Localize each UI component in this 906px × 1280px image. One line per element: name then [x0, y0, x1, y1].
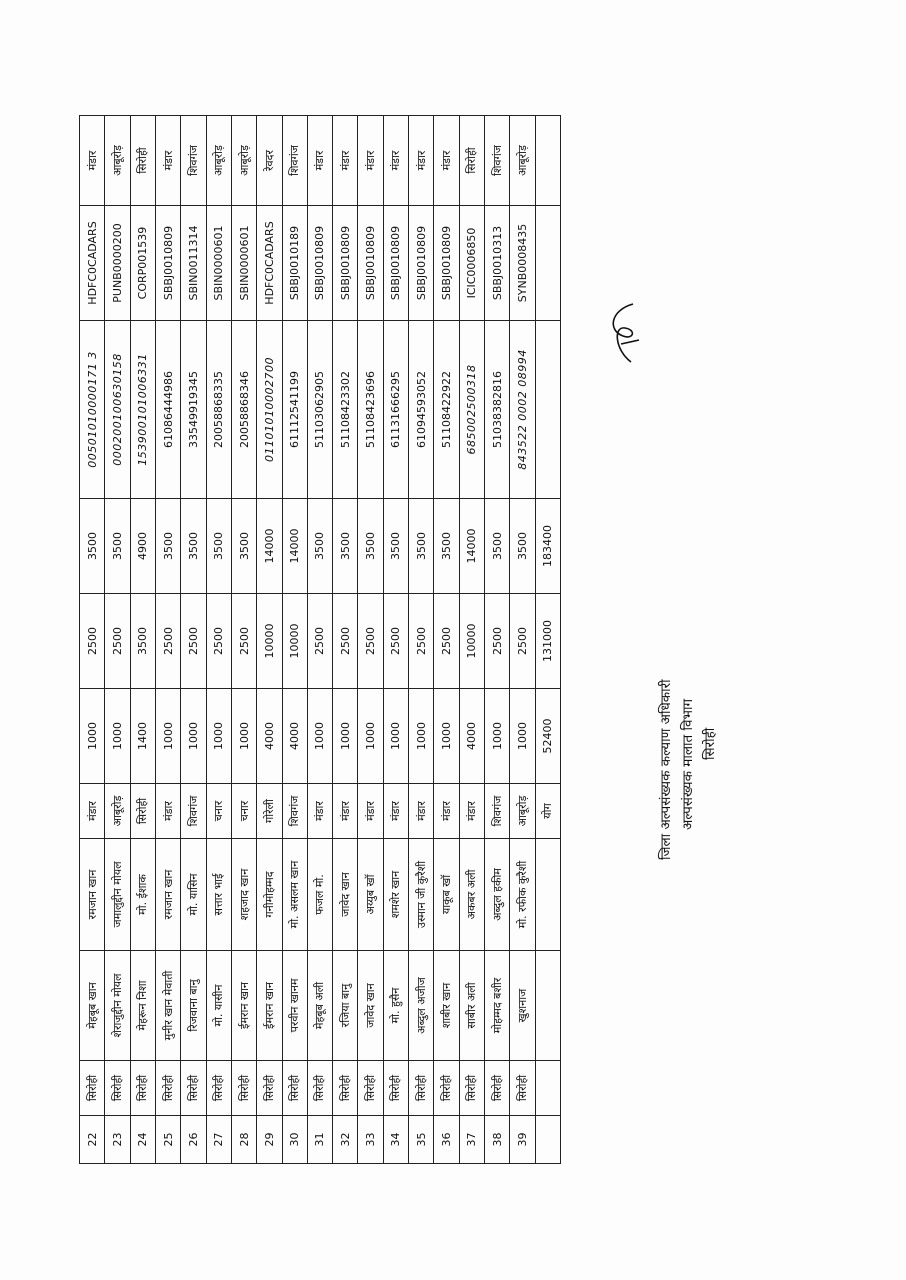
cell-account: 33549919345 — [181, 321, 206, 499]
cell-district: सिरोही — [307, 1061, 332, 1116]
table-row — [383, 116, 408, 1164]
cell-name: जावेद खान — [358, 951, 383, 1061]
cell-ifsc: SBBJ0010809 — [307, 206, 332, 321]
table-row — [105, 116, 130, 1164]
cell-a3: 3500 — [333, 499, 358, 594]
cell-account: 20058868335 — [206, 321, 231, 499]
cell-branch: शिवगंज — [485, 116, 510, 206]
signature-block — [655, 160, 721, 860]
table-row — [434, 116, 459, 1164]
cell-tehsil: गोरेली — [257, 784, 282, 839]
cell-tehsil: आबूरोड़ — [510, 784, 535, 839]
total-label: योग — [535, 784, 560, 839]
cell-name: मेहबूब खान — [80, 951, 105, 1061]
cell-father: शहजाद खान — [231, 839, 256, 951]
cell-name: मेहरून निशा — [130, 951, 155, 1061]
cell-ifsc: HDFC0CADARS — [80, 206, 105, 321]
cell-a1: 4000 — [282, 689, 307, 784]
cell-a1: 1000 — [181, 689, 206, 784]
cell-tehsil: मंडार — [409, 784, 434, 839]
cell-father: अय्युब खॉ — [358, 839, 383, 951]
cell-a1: 1000 — [155, 689, 180, 784]
cell-father: मो. ईशाक — [130, 839, 155, 951]
table-row — [231, 116, 256, 1164]
total-empty-cell — [535, 1116, 560, 1164]
cell-a1: 1000 — [485, 689, 510, 784]
cell-ifsc: SBBJ0010809 — [383, 206, 408, 321]
cell-ifsc: SBBJ0010809 — [434, 206, 459, 321]
cell-account: 61086444986 — [155, 321, 180, 499]
cell-ifsc: SBBJ0010809 — [409, 206, 434, 321]
cell-tehsil: शिवगंज — [181, 784, 206, 839]
cell-father: जावेद खान — [333, 839, 358, 951]
cell-ifsc: SYNB0008435 — [510, 206, 535, 321]
cell-a2: 2500 — [510, 594, 535, 689]
cell-district: सिरोही — [130, 1061, 155, 1116]
cell-sn: 28 — [231, 1116, 256, 1164]
cell-a2: 2500 — [383, 594, 408, 689]
cell-account: 61094593052 — [409, 321, 434, 499]
cell-father: मो. रफीक कुरैशी — [510, 839, 535, 951]
cell-ifsc: SBIN0000601 — [231, 206, 256, 321]
cell-tehsil: चनार — [206, 784, 231, 839]
cell-a1: 4000 — [257, 689, 282, 784]
cell-a3: 3500 — [206, 499, 231, 594]
cell-account: 685002500318 — [459, 321, 484, 499]
cell-father: रमजान खान — [80, 839, 105, 951]
cell-a3: 3500 — [409, 499, 434, 594]
total-empty-cell — [535, 321, 560, 499]
cell-a1: 1000 — [510, 689, 535, 784]
total-empty-cell — [535, 1061, 560, 1116]
cell-branch: मंडार — [434, 116, 459, 206]
cell-district: सिरोही — [231, 1061, 256, 1116]
cell-father: फजल मो. — [307, 839, 332, 951]
cell-ifsc: PUNB0000200 — [105, 206, 130, 321]
cell-name: अब्दुल अजीज — [409, 951, 434, 1061]
cell-account: 01101010002700 — [257, 321, 282, 499]
cell-father: सत्तार भाई — [206, 839, 231, 951]
cell-sn: 27 — [206, 1116, 231, 1164]
cell-branch: आबूरोड़ — [105, 116, 130, 206]
cell-district: सिरोही — [105, 1061, 130, 1116]
total-empty-cell — [535, 839, 560, 951]
cell-account: 00501010000171 3 — [80, 321, 105, 499]
cell-district: सिरोही — [510, 1061, 535, 1116]
total-empty-cell — [535, 206, 560, 321]
cell-father: रमजान खान — [155, 839, 180, 951]
cell-tehsil: मंडार — [307, 784, 332, 839]
cell-tehsil: मंडार — [459, 784, 484, 839]
cell-ifsc: SBBJ0010313 — [485, 206, 510, 321]
cell-a2: 2500 — [206, 594, 231, 689]
table-row — [155, 116, 180, 1164]
cell-a3: 3500 — [434, 499, 459, 594]
cell-father: मो. यासिन — [181, 839, 206, 951]
cell-sn: 25 — [155, 1116, 180, 1164]
cell-sn: 26 — [181, 1116, 206, 1164]
cell-sn: 22 — [80, 1116, 105, 1164]
cell-tehsil: मंडार — [358, 784, 383, 839]
cell-a2: 10000 — [282, 594, 307, 689]
cell-district: सिरोही — [409, 1061, 434, 1116]
cell-a2: 10000 — [459, 594, 484, 689]
cell-account: 20058868346 — [231, 321, 256, 499]
cell-district: सिरोही — [181, 1061, 206, 1116]
cell-a3: 14000 — [282, 499, 307, 594]
cell-tehsil: मंडार — [383, 784, 408, 839]
cell-ifsc: SBBJ0010189 — [282, 206, 307, 321]
cell-district: सिरोही — [485, 1061, 510, 1116]
cell-district: सिरोही — [206, 1061, 231, 1116]
cell-father: मो. असलम खान — [282, 839, 307, 951]
cell-name: ईमरान खान — [231, 951, 256, 1061]
cell-name: मो. यासीन — [206, 951, 231, 1061]
cell-district: सिरोही — [434, 1061, 459, 1116]
cell-a3: 3500 — [231, 499, 256, 594]
cell-father: अब्दुल हकीम — [485, 839, 510, 951]
cell-account: 000200100630158 — [105, 321, 130, 499]
cell-name: ईमरान खान — [257, 951, 282, 1061]
total-a3: 183400 — [535, 499, 560, 594]
cell-sn: 32 — [333, 1116, 358, 1164]
cell-a1: 1000 — [105, 689, 130, 784]
cell-ifsc: ICIC0006850 — [459, 206, 484, 321]
cell-a3: 14000 — [257, 499, 282, 594]
cell-name: मेहबूब अली — [307, 951, 332, 1061]
cell-a2: 2500 — [358, 594, 383, 689]
cell-sn: 24 — [130, 1116, 155, 1164]
cell-father: जमालुद्दीन मोयल — [105, 839, 130, 951]
cell-ifsc: SBIN0000601 — [206, 206, 231, 321]
cell-branch: सिरोही — [130, 116, 155, 206]
cell-a2: 2500 — [105, 594, 130, 689]
cell-district: सिरोही — [155, 1061, 180, 1116]
cell-a1: 1400 — [130, 689, 155, 784]
cell-branch: मंडार — [409, 116, 434, 206]
cell-branch: शिवगंज — [282, 116, 307, 206]
cell-branch: मंडार — [155, 116, 180, 206]
cell-a3: 3500 — [80, 499, 105, 594]
cell-a1: 1000 — [307, 689, 332, 784]
cell-ifsc: SBBJ0010809 — [333, 206, 358, 321]
cell-account: 51108423696 — [358, 321, 383, 499]
cell-tehsil: मंडार — [333, 784, 358, 839]
cell-a2: 2500 — [307, 594, 332, 689]
cell-branch: सिरोही — [459, 116, 484, 206]
table-row — [282, 116, 307, 1164]
table-row — [333, 116, 358, 1164]
table-row — [409, 116, 434, 1164]
cell-name: मो. हुसैन — [383, 951, 408, 1061]
cell-account: 51038382816 — [485, 321, 510, 499]
cell-a1: 1000 — [333, 689, 358, 784]
cell-name: शाबीर खान — [434, 951, 459, 1061]
cell-father: याकूब खॉ — [434, 839, 459, 951]
cell-father: अकबर अली — [459, 839, 484, 951]
cell-sn: 37 — [459, 1116, 484, 1164]
signature-line-3: सिरोही — [702, 727, 718, 760]
cell-branch: मंडार — [333, 116, 358, 206]
cell-tehsil: शिवगंज — [282, 784, 307, 839]
rotated-table-wrapper — [79, 116, 561, 1164]
cell-district: सिरोही — [80, 1061, 105, 1116]
cell-branch: आबूरोड़ — [510, 116, 535, 206]
cell-a3: 3500 — [307, 499, 332, 594]
cell-branch: मंडार — [358, 116, 383, 206]
total-row — [535, 116, 560, 1164]
cell-tehsil: मंडार — [80, 784, 105, 839]
cell-tehsil: चनार — [231, 784, 256, 839]
cell-branch: मंडार — [80, 116, 105, 206]
cell-sn: 34 — [383, 1116, 408, 1164]
cell-account: 61131666295 — [383, 321, 408, 499]
cell-a3: 3500 — [105, 499, 130, 594]
cell-father: शमशेर खान — [383, 839, 408, 951]
cell-tehsil: आबूरोड़ — [105, 784, 130, 839]
cell-sn: 35 — [409, 1116, 434, 1164]
cell-a3: 14000 — [459, 499, 484, 594]
cell-a1: 1000 — [383, 689, 408, 784]
cell-branch: शिवगंज — [181, 116, 206, 206]
cell-a3: 3500 — [383, 499, 408, 594]
cell-name: मोहम्मद बशीर — [485, 951, 510, 1061]
cell-district: सिरोही — [383, 1061, 408, 1116]
cell-a2: 3500 — [130, 594, 155, 689]
cell-tehsil: सिरोही — [130, 784, 155, 839]
cell-name: शेराजुद्दीन मोयल — [105, 951, 130, 1061]
cell-district: सिरोही — [282, 1061, 307, 1116]
cell-account: 153900101006331 — [130, 321, 155, 499]
cell-name: साबीर अली — [459, 951, 484, 1061]
cell-sn: 33 — [358, 1116, 383, 1164]
table-row — [206, 116, 231, 1164]
cell-account: 843522 0002 08994 — [510, 321, 535, 499]
table-row — [130, 116, 155, 1164]
cell-sn: 31 — [307, 1116, 332, 1164]
cell-sn: 36 — [434, 1116, 459, 1164]
cell-ifsc: SBBJ0010809 — [358, 206, 383, 321]
cell-a1: 1000 — [206, 689, 231, 784]
table-row — [307, 116, 332, 1164]
cell-sn: 29 — [257, 1116, 282, 1164]
cell-tehsil: शिवगंज — [485, 784, 510, 839]
cell-a1: 1000 — [231, 689, 256, 784]
cell-branch: रेवदर — [257, 116, 282, 206]
table-row — [358, 116, 383, 1164]
cell-district: सिरोही — [459, 1061, 484, 1116]
cell-name: मुनीर खान मेवाती — [155, 951, 180, 1061]
cell-a1: 1000 — [409, 689, 434, 784]
cell-a1: 4000 — [459, 689, 484, 784]
cell-district: सिरोही — [257, 1061, 282, 1116]
cell-father: उस्मान जी कुरैशी — [409, 839, 434, 951]
table-row — [181, 116, 206, 1164]
cell-district: सिरोही — [333, 1061, 358, 1116]
cell-sn: 30 — [282, 1116, 307, 1164]
total-a1: 52400 — [535, 689, 560, 784]
cell-a1: 1000 — [80, 689, 105, 784]
cell-ifsc: SBIN0011314 — [181, 206, 206, 321]
signature-line-2: अल्पसंख्यक मालात विभाग — [680, 698, 696, 830]
total-empty-cell — [535, 116, 560, 206]
cell-a3: 3500 — [510, 499, 535, 594]
cell-a3: 3500 — [485, 499, 510, 594]
cell-branch: मंडार — [383, 116, 408, 206]
total-a2: 131000 — [535, 594, 560, 689]
cell-a2: 2500 — [231, 594, 256, 689]
total-empty-cell — [535, 951, 560, 1061]
cell-a2: 2500 — [434, 594, 459, 689]
cell-a1: 1000 — [358, 689, 383, 784]
signature-line-1: जिला अल्पसंख्यक कल्याण अधिकारी — [658, 679, 674, 860]
table-row — [459, 116, 484, 1164]
cell-tehsil: मंडार — [434, 784, 459, 839]
table-row — [510, 116, 535, 1164]
cell-branch: आबूरोड़ — [206, 116, 231, 206]
table-row — [257, 116, 282, 1164]
beneficiary-table — [79, 115, 561, 1164]
cell-ifsc: CORP001539 — [130, 206, 155, 321]
table-row — [485, 116, 510, 1164]
cell-name: रजिया बानु — [333, 951, 358, 1061]
signature-scribble-icon — [603, 300, 643, 370]
cell-account: 51108422922 — [434, 321, 459, 499]
cell-a3: 3500 — [155, 499, 180, 594]
cell-branch: मंडार — [307, 116, 332, 206]
cell-account: 51103062905 — [307, 321, 332, 499]
cell-a2: 10000 — [257, 594, 282, 689]
cell-name: रिजवाना बानु — [181, 951, 206, 1061]
cell-name: परवीन खानम — [282, 951, 307, 1061]
cell-a3: 4900 — [130, 499, 155, 594]
cell-account: 61112541199 — [282, 321, 307, 499]
cell-a2: 2500 — [333, 594, 358, 689]
cell-branch: आबूरोड़ — [231, 116, 256, 206]
cell-a2: 2500 — [155, 594, 180, 689]
cell-a2: 2500 — [80, 594, 105, 689]
cell-a2: 2500 — [181, 594, 206, 689]
cell-a2: 2500 — [485, 594, 510, 689]
cell-tehsil: मंडार — [155, 784, 180, 839]
cell-sn: 23 — [105, 1116, 130, 1164]
cell-a3: 3500 — [181, 499, 206, 594]
cell-ifsc: SBBJ0010809 — [155, 206, 180, 321]
cell-sn: 38 — [485, 1116, 510, 1164]
cell-a1: 1000 — [434, 689, 459, 784]
cell-a2: 2500 — [409, 594, 434, 689]
cell-name: खुशनाज — [510, 951, 535, 1061]
cell-a3: 3500 — [358, 499, 383, 594]
cell-ifsc: HDFC0CADARS — [257, 206, 282, 321]
cell-account: 51108423302 — [333, 321, 358, 499]
cell-district: सिरोही — [358, 1061, 383, 1116]
cell-father: गनीमोहम्मद — [257, 839, 282, 951]
cell-sn: 39 — [510, 1116, 535, 1164]
table-row — [80, 116, 105, 1164]
